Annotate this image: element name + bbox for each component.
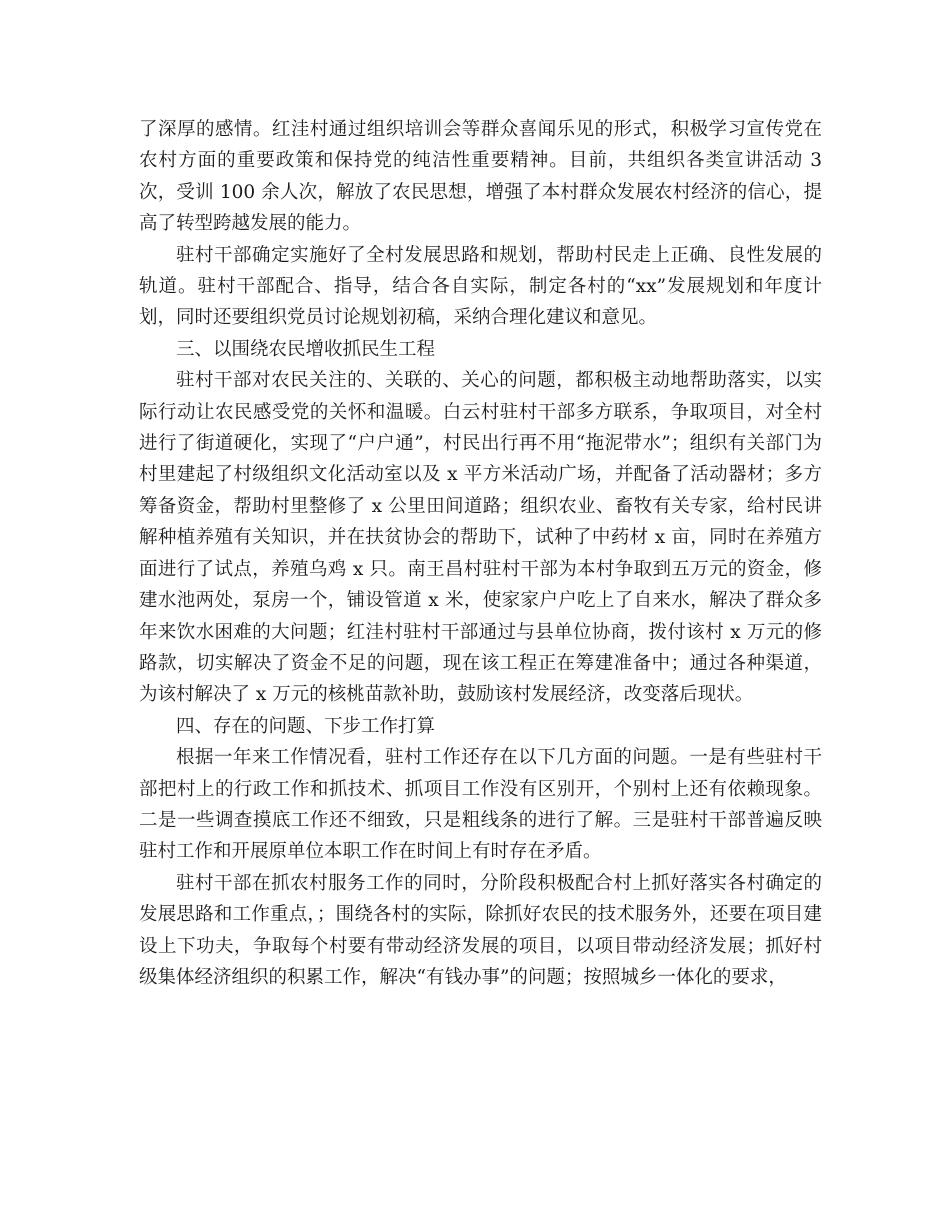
- paragraph-existing-problems: 根据一年来工作情况看，驻村工作还存在以下几方面的问题。一是有些驻村干部把村上的行政工作和抓技术、抓项目工作没有区别开，个别村上还有依赖现象。二是一些调查摸底工作还不细致，只是粗线条的进行了解。三是驻村干部普遍反映驻村工作和开展原单位本职工作在时间上有时存在矛盾。: [139, 747, 822, 863]
- section-heading-4: 四、存在的问题、下步工作打算: [176, 715, 436, 737]
- section-heading-3: 三、以围绕农民增收抓民生工程: [176, 338, 436, 360]
- paragraph-next-steps: 驻村干部在抓农村服务工作的同时，分阶段积极配合村上抓好落实各村确定的发展思路和工作重点，；围绕各村的实际，除抓好农民的技术服务外，还要在项目建设上下功夫，争取每个村要有带动经济发展的项目，以项目带动经济发展；抓好村级集体经济组织的积累工作，解决“有钱办事”的问题；按照城乡一体化的要求，: [139, 872, 822, 988]
- paragraph-development-plan: 驻村干部确定实施好了全村发展思路和规划，帮助村民走上正确、良性发展的轨道。驻村干部配合、指导，结合各自实际，制定各村的“xx”发展规划和年度计划，同时还要组织党员讨论规划初稿，采纳合理化建议和意见。: [139, 244, 822, 329]
- document-body: [139, 114, 822, 993]
- paragraph-continuation: 了深厚的感情。红洼村通过组织培训会等群众喜闻乐见的形式，积极学习宣传党在农村方面的重要政策和保持党的纯洁性重要精神。目前，共组织各类宣讲活动 3 次，受训 100 余人次，解放了农民思想，增强了本村群众发展农村经济的信心，提高了转型跨越发展的能力。: [139, 119, 822, 235]
- paragraph-livelihood-projects: 驻村干部对农民关注的、关联的、关心的问题，都积极主动地帮助落实，以实际行动让农民感受党的关怀和温暖。白云村驻村干部多方联系，争取项目，对全村进行了街道硬化，实现了“户户通”，村民出行再不用“拖泥带水”；组织有关部门为村里建起了村级组织文化活动室以及 x 平方米活动广场，并配备了活动器材；多方筹备资金，帮助村里整修了 x 公里田间道路；组织农业、畜牧有关专家，给村民讲解种植养殖有关知识，并在扶贫协会的帮助下，试种了中药材 x 亩，同时在养殖方面进行了试点，养殖乌鸡 x 只。南王昌村驻村干部为本村争取到五万元的资金，修建水池两处，泵房一个，铺设管道 x 米，使家家户户吃上了自来水，解决了群众多年来饮水困难的大问题；红洼村驻村干部通过与县单位协商，拨付该村 x 万元的修路款，切实解决了资金不足的问题，现在该工程正在筹建准备中；通过各种渠道，为该村解决了 x 万元的核桃苗款补助，鼓励该村发展经济，改变落后现状。: [139, 370, 822, 706]
